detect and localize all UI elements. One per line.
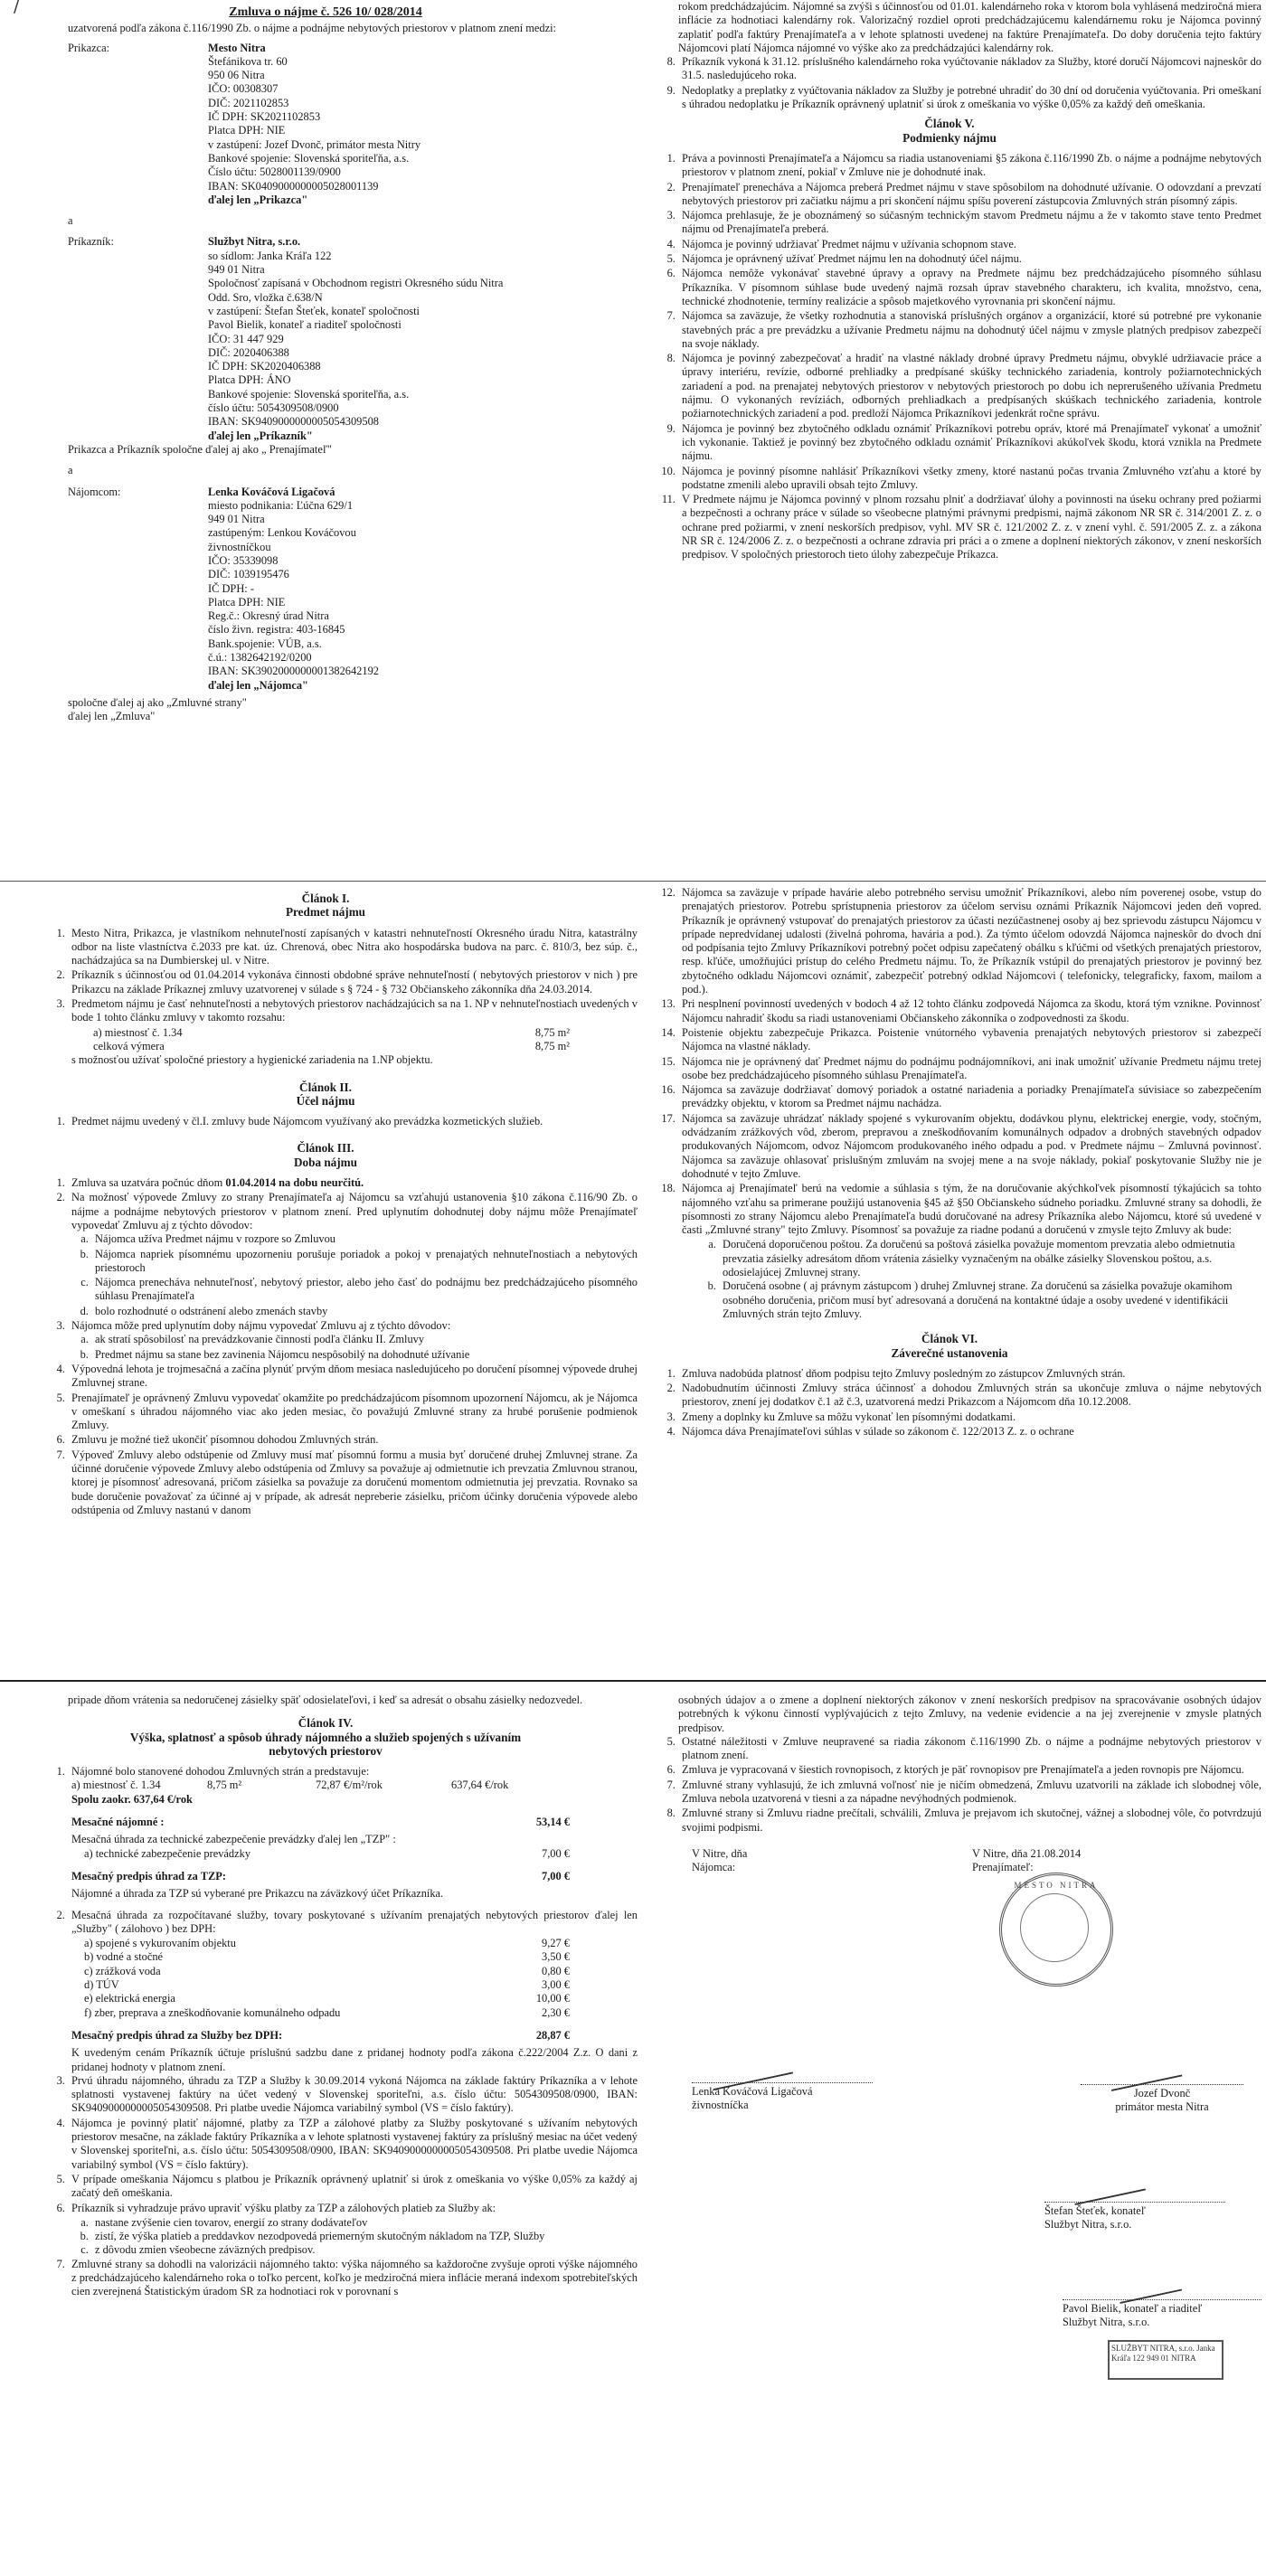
- contract-alias-line: ďalej len „Zmluva": [68, 710, 156, 723]
- fee-value: 2,30 €: [542, 2005, 570, 2019]
- tenant-signature-block: [692, 1846, 927, 2112]
- detail-line: ďalej len „Prikazca": [208, 193, 308, 206]
- detail-line: Reg.č.: Okresný úrad Nitra: [208, 609, 329, 623]
- list-item: 8. Zmluvné strany si Zmluvu riadne prečítali, schválili, Zmluva je prejavom ich skutočnej, vážnej a slobodnej vôle, čo potvrdzujú svojimi podpismi.: [678, 1807, 1261, 1835]
- fee-row: [71, 1992, 638, 2005]
- company-stamp: SLUŽBYT NITRA, s.r.o. Janka Kráľa 122 949 01 NITRA: [1108, 2340, 1223, 2380]
- detail-line: v zastúpení: Jozef Dvonč, primátor mesta Nitry: [208, 137, 421, 151]
- together-line: Prikazca a Príkazník spoločne ďalej aj ako „ Prenajímateľ": [68, 442, 332, 456]
- fee-name: a) spojené s vykurovaním objektu: [84, 1937, 236, 1950]
- contract-title: Zmluva o nájme č. 526 10/ 028/2014: [229, 5, 422, 19]
- fee-row: [71, 1965, 638, 1978]
- detail-line: IČO: 31 447 929: [208, 332, 284, 345]
- article-5-title: Článok V.: [924, 117, 975, 131]
- fee-name: e) elektrická energia: [84, 1992, 175, 2005]
- fee-row: [71, 1040, 638, 1053]
- detail-line: IBAN: SK0409000000005028001139: [208, 179, 379, 193]
- services-list: [14, 1909, 638, 1937]
- adjustment-reasons: [14, 2216, 638, 2258]
- detail-line: 949 01 Nitra: [208, 513, 265, 526]
- fee-value: 3,50 €: [542, 1950, 570, 1964]
- fee-name: a) miestnosť č. 1.34: [93, 1025, 183, 1039]
- list-item: 4. Nájomca je povinný platiť nájomné, platby za TZP a zálohové platby za Služby poskytované s užívaním nebytových priestorov mesačne, na základe faktúry Príkazníka a v lehote splatnosti vystavenej faktúry za príslušný mesiac na účet vedený v Slovenskej sporiteľni, a.s. číslo účtu: 5054309508/0900, IBAN: SK9409000000005054309508. Pri platbe uvedie Nájomca variabilný symbol (VS = číslo faktúry).: [68, 2117, 638, 2172]
- list-item: b. Nájomca napriek písomnému upozorneniu porušuje poriadok a pokoj v prenajatých nehnuteľnostiach a nebytových priestoroch: [91, 1248, 638, 1276]
- tenant-details: [208, 486, 638, 693]
- list-item: 2. Nadobudnutím účinnosti Zmluvy stráca účinnosť a dohodou Zmluvných strán sa ukončuje zmluva o nájme nebytových priestorov, znení jej dodatkov č.1 až č.3, uzatvorená medzi Prikazcom a Nájomcom dňa 10.12.2008.: [678, 1382, 1261, 1410]
- detail-line: so sídlom: Janka Kráľa 122: [208, 249, 332, 262]
- fee-row: [71, 1950, 638, 1964]
- stefek-signature: [1070, 2166, 1146, 2205]
- list-item: 6. Zmluva je vypracovaná v šiestich rovnopisoch, z ktorých je päť rovnopisov pre Prenajímateľa a jeden rovnopis pre Nájomcu.: [678, 1763, 1261, 1777]
- list-item: 4. Nájomca dáva Prenajímateľovi súhlas v súlade so zákonom č. 122/2013 Z. z. o ochrane: [678, 1425, 1261, 1439]
- conditions-list-cont: [638, 886, 1261, 1237]
- tenant-termination-reasons: [71, 1333, 638, 1362]
- page-5: [14, 1686, 638, 2572]
- valorization-list: [14, 2258, 638, 2299]
- list-item: a. Nájomca užíva Predmet nájmu v rozpore so Zmluvou: [91, 1232, 638, 1246]
- list-item: 13. Pri nesplnení povinností uvedených v bodoch 4 až 12 tohto článku zodpovedá Nájomca za škodu, ktorá tým vznikne. Povinnosť Nájomcu nahradiť škodu sa riadi ustanoveniami Občianskeho zákonníka o zodpovednosti za škodu.: [678, 997, 1261, 1025]
- detail-line: číslo účtu: 5054309508/0900: [208, 401, 339, 415]
- stamp-text: MESTO NITRA: [1014, 1880, 1099, 1890]
- rent-area: 8,75 m²: [207, 1779, 242, 1792]
- detail-line: IČ DPH: SK2020406388: [208, 360, 321, 373]
- lessor-details: [208, 42, 638, 208]
- tzp-row: [71, 1847, 638, 1861]
- monthly-rent-label: Mesačné nájomné :: [71, 1816, 165, 1829]
- list-item: c. Nájomca prenecháva nehnuteľnosť, nebytový priestor, alebo jeho časť do podnájmu bez predchádzajúceho písomného súhlasu Prenajímateľa: [91, 1276, 638, 1304]
- detail-line: IČ DPH: SK2021102853: [208, 110, 321, 124]
- city-seal-stamp: [999, 1873, 1113, 1986]
- list-item: 2. Prenajímateľ prenecháva a Nájomca preberá Predmet nájmu v stave spôsobilom na dohodnuté užívanie. O odovzdaní a prevzatí nebytových priestorov pri začiatku nájmu a pri skončení nájmu spíšu poverení zástupcovia Zmluvných strán písomný zápis.: [678, 181, 1261, 209]
- list-item: 6. Nájomca nemôže vykonávať stavebné úpravy a opravy na Predmete nájmu bez predchádzajúceho písomného súhlasu Príkazníka. V písomnom súhlase bude uvedený najmä rozsah úprav stavebného charakteru, ich kvalita, množstvo, cena, technické zhodnotenie, termíny realizácie a spôsob majetkového vyrovnania pri skončení nájmu.: [678, 267, 1261, 308]
- agent-label: Príkazník:: [68, 235, 114, 249]
- tzp-name: a) technické zabezpečenie prevádzky: [84, 1846, 251, 1860]
- delivery-modes: [638, 1238, 1261, 1321]
- detail-line: DIČ: 2021102853: [208, 96, 289, 109]
- and-separator: a: [68, 214, 73, 228]
- list-item: b. zistí, že výška platieb a preddavkov nezodpovedá priemerným skutočným nákladom na TZP, Služby: [91, 2230, 638, 2243]
- list-item: 1. Mesto Nitra, Prikazca, je vlastníkom nehnuteľností zapísaných v katastri nehnuteľností Okresného úradu Nitra, katastrálny odbor na liste vlastníctva č.2033 pre kat. úz. Chrenová, obec Nitra ako hospodárska budova na parc. č. 810/3, bez súp. č., nachádzajúca sa na Dumbierskej ul. v Nitre.: [68, 927, 638, 968]
- tenant-role: živnostníčka: [692, 2099, 749, 2112]
- detail-line: Číslo účtu: 5028001139/0900: [208, 165, 341, 179]
- detail-line: 949 01 Nitra: [208, 263, 265, 277]
- list-item: [68, 1191, 638, 1318]
- page-4: [638, 886, 1261, 1682]
- list-item: 2. Príkazník s účinnosťou od 01.04.2014 vykonáva činnosti obdobné správe nehnuteľností ( nebytových priestorov v nich ) pre Prikazcu na základe Príkaznej zmluvy uzatvorenej v súlade s § 724 - § 732 Občianskeho zákonníka dňa 24.03.2014.: [68, 968, 638, 996]
- list-item: 7. Výpoveď Zmluvy alebo odstúpenie od Zmluvy musí mať písomnú formu a musia byť doručené druhej Zmluvnej strane. Za účinné doručenie výpovede Zmluvy alebo odstúpenia od Zmluvy sa považuje aj odmietnutie ich prevzatia Zmluvnou stranou, ktorej je písomnosť adresovaná, pričom zásielka sa považuje za doručenú momentom odmietnutia jej prevzatia. Rovnako sa bude doručenie považovať za účinné aj v prípade, ak adresát nepreberie zásielku, pričom účinky doručenia výpovede alebo odstúpenia od Zmluvy nastanú v danom: [68, 1448, 638, 1517]
- rent-total-year: 637,64 €/rok: [451, 1779, 509, 1792]
- list-item: a. nastane zvýšenie cien tovarov, energií zo strany dodávateľov: [91, 2216, 638, 2230]
- tzp-total-label: Mesačný predpis úhrad za TZP:: [71, 1869, 226, 1882]
- tzp-intro: Mesačná úhrada za technické zabezpečenie prevádzky ďalej len „TZP" :: [71, 1833, 396, 1846]
- tenant-label: Nájomca:: [692, 1861, 736, 1874]
- list-item: a. Doručená doporučenou poštou. Za doručenú sa poštová zásielka považuje momentom prevzatia alebo odmietnutia prevzatia zásielky adresátom dňom vrátenia zásielky vyznačeným na obálke zásielky Slovenskou poštou, a.s. odosielajúcej Zmluvnej strany.: [719, 1238, 1261, 1279]
- detail-line: miesto podnikania: Ľúčna 629/1: [208, 498, 354, 512]
- services-total-label: Mesačný predpis úhrad za Služby bez DPH:: [71, 2028, 283, 2042]
- list-item: 5. Prenajímateľ je oprávnený Zmluvu vypovedať okamžite po predchádzajúcom písomnom upozornení Nájomcu, ak je Nájomca v omeškaní s úhradou nájomného viac ako jeden mesiac, čo považujú Zmluvné strany za hrubé porušenie podmienok Zmluvy.: [68, 1392, 638, 1433]
- article-1-list: [14, 927, 638, 1025]
- stefek-org: Službyt Nitra, s.r.o.: [1044, 2218, 1132, 2232]
- article-4-subtitle: Výška, splatnosť a spôsob úhrady nájomného a služieb spojených s užívaním nebytových priestorov: [129, 1730, 522, 1758]
- fee-row: [71, 1978, 638, 1992]
- signature-area: [638, 1847, 1261, 2390]
- item-text: Na možnosť výpovede Zmluvy zo strany Prenajímateľa aj Nájomcu sa vzťahujú ustanovenia §10 zákona č.116/90 Zb. o nájme a podnájme nebytových priestorov v platnom znení. Pred uplynutím dohodnutej doby nájmu môže Prenajímateľ vypovedať Zmluvu aj z týchto dôvodov:: [71, 1191, 638, 1231]
- tenant-name: Lenka Kováčová Ligačová: [692, 2082, 873, 2099]
- fee-value: 9,27 €: [542, 1937, 570, 1950]
- valorization-continuation: rokom predchádzajúcim. Nájomné sa zvýši s účinnosťou od 01.01. kalendárneho roka v ktorom bola vyhlásená medziročná miera inflácie za hodnotiaci kalendárny rok. Valorizačný rozdiel oproti predchádzajúcemu kalendárnemu roku je Nájomca povinný zaplatiť podľa faktúry Prenajímateľa a v lehote splatnosti uvedenej na faktúre Prenajímateľa. Do doby doručenia tejto faktúry Nájomcovi platí Nájomca nájomné vo výške ako za predchádzajúci kalendárny rok.: [678, 0, 1261, 54]
- mayor-name: Jozef Dvonč: [1081, 2084, 1243, 2100]
- page-1: [14, 0, 638, 882]
- list-item: 4. Nájomca je povinný udržiavať Predmet nájmu v užívania schopnom stave.: [678, 238, 1261, 251]
- detail-line: zastúpeným: Lenkou Kováčovou: [208, 526, 356, 540]
- list-item: 17. Nájomca sa zaväzuje uhrádzať náklady spojené s vykurovaním objektu, dodávkou plynu, elektrickej energie, vody, stočným, odvádzaním zrážkových vôd, zberom, prepravou a zneškodňovaním komunálnych odpadov a drobných stavebných odpadov produkovaných Nájomcom, odvoz Nájomcom produkovaného iného odpadu a pod. v Predmete nájmu – Zmluvná povinnosť. Nájomca sa zaväzuje ohlasovať prislušným zmluvám na svojej mene a na svoje náklady, pokiaľ poskytovanie Služby nie je dohodnuté v tejto Zmluve.: [678, 1112, 1261, 1181]
- list-item: [68, 1909, 638, 1937]
- consent-continuation: osobných údajov a o zmene a doplnení niektorých zákonov v znení neskorších predpisov na spracovávanie osobných údajov potrebných k výkonu činností vyplývajúcich z tejto Zmluvy, na vedenie evidencie a na jej zverejnenie v zmysle platných predpisov.: [678, 1694, 1261, 1734]
- detail-line: Pavol Bielik, konateľ a riaditeľ spoločnosti: [208, 318, 402, 332]
- landlord-signature-block: [972, 1846, 1243, 2363]
- tenant-sign-line: [692, 2082, 873, 2113]
- detail-line: IČO: 35339098: [208, 553, 279, 567]
- list-item: 1. Práva a povinnosti Prenajímateľa a Nájomcu sa riadia ustanoveniami §5 zákona č.116/1990 Zb. o nájme a podnájme nebytových priestorov v platnom znení, pokiaľ v Zmluve nie je dohodnuté inak.: [678, 152, 1261, 180]
- detail-line: Platca DPH: ÁNO: [208, 373, 291, 387]
- services-table: [14, 1937, 638, 2020]
- fee-value: 8,75 m²: [534, 1039, 570, 1052]
- detail-line: Lenka Kováčová Ligačová: [208, 485, 335, 498]
- list-item: 5. Nájomca je oprávnený užívať Predmet nájmu len na dohodnutý účel nájmu.: [678, 252, 1261, 266]
- detail-line: Bankové spojenie: Slovenská sporiteľňa, a.s.: [208, 387, 410, 401]
- fee-value: 3,00 €: [542, 1978, 570, 1992]
- fee-row: [71, 2006, 638, 2020]
- list-item: 7. Zmluvné strany sa dohodli na valorizácii nájomného takto: výška nájomného sa každoročne zvyšuje oproti výške nájomného z predchádzajúceho kalendárneho roka o toľko percent, koľko je medziročná miera inflácie meraná indexom spotrebiteľských cien zverejnená Štatistickým úradom SR za hodnotiaci rok v porovnaní s: [68, 2258, 638, 2299]
- article-5-subtitle: Podmienky nájmu: [902, 130, 997, 145]
- tenant-block: [14, 486, 638, 693]
- list-item: 4. Výpovedná lehota je trojmesačná a začína plynúť prvým dňom mesiaca nasledujúceho po doručení písomnej výpovede druhej Zmluvnej strane.: [68, 1363, 638, 1391]
- list-item: 18. Nájomca aj Prenajímateľ berú na vedomie a súhlasia s tým, že na doručovanie akýchkoľvek písomností týkajúcich sa tohto nájomného vzťahu sa primerane použijú ustanovenia §45 až §50 Občianskeho súdneho poriadku. Zmluvné strany sa dohodli, že písomnosti zo strany Nájomcu alebo Prenajímateľa budú doručované na adresy Príkazníka alebo Nájomcu, ktoré sú uvedené v časti „Zmluvné strany" tejto Zmluvy. Písomnosť sa považuje za riadne podanú a doručenú v zmysle tejto Zmluvy ak bude:: [678, 1182, 1261, 1237]
- list-item: 3. Nájomca prehlasuje, že je oboznámený so súčasným technickým stavom Predmetu nájmu a že v takomto stave tento Predmet nájmu od Prenajímateľa preberá.: [678, 209, 1261, 237]
- stefek-name: Štefan Šteťek, konateľ: [1044, 2202, 1225, 2218]
- page-2: [638, 0, 1261, 882]
- list-item: 5. Ostatné náležitosti v Zmluve neupravené sa riadia zákonom č.116/1990 Zb. o nájme a podnájme nebytových priestorov v platnom znení.: [678, 1735, 1261, 1763]
- detail-line: Mesto Nitra: [208, 41, 266, 54]
- list-item: 1. Zmluva nadobúda platnosť dňom podpisu tejto Zmluvy posledným zo zástupcov Zmluvných strán.: [678, 1367, 1261, 1381]
- rent-intro: Nájomné bolo stanovené dohodou Zmluvných strán a predstavuje:: [71, 1765, 370, 1779]
- article-3-subtitle: Doba nájmu: [294, 1155, 357, 1169]
- fee-name: celková výmera: [93, 1039, 165, 1052]
- and-separator: a: [68, 464, 73, 477]
- payment-items: [638, 55, 1261, 111]
- margin-mark: /: [14, 0, 20, 16]
- article-6-title: Článok VI.: [921, 1332, 978, 1346]
- detail-line: ďalej len „Nájomca": [208, 678, 308, 692]
- detail-line: IBAN: SK3902000000001382642192: [208, 665, 379, 678]
- list-item: 16. Nájomca sa zaväzuje dodržiavať domový poriadok a ostatné nariadenia a poriadky Prenajímateľa súvisiace so zabezpečením prevádzky objektu, v ktorom sa Predmet nájmu nachádza.: [678, 1083, 1261, 1111]
- tenant-label: Nájomcom:: [68, 485, 121, 498]
- rent-sum: Spolu zaokr. 637,64 €/rok: [71, 1792, 193, 1806]
- article-3-list-cont: [14, 1363, 638, 1517]
- list-item: 15. Nájomca nie je oprávnený dať Predmet nájmu do podnájmu podnájomníkovi, ani inak umožniť užívanie Predmetu nájmu tretej osobe bez predchádzajúceho písomného súhlasu Prenajímateľa.: [678, 1055, 1261, 1083]
- list-item: 7. Nájomca sa zaväzuje, že všetky rozhodnutia a stanoviská príslušných orgánov a organizácií, ktoré sú potrebné pre vykonanie stavebných prác a pre prevádzku a užívanie Predmetu nájmu na dohodnutý účel nájmu v zmysle platných predpisov zabezpečí na svoje náklady.: [678, 309, 1261, 351]
- detail-line: IČ DPH: -: [208, 581, 254, 595]
- lessor-label: Prikazca:: [68, 41, 110, 54]
- list-item: 3. Predmetom nájmu je časť nehnuteľnosti a nebytových priestorov nachádzajúcich sa na 1. NP v nehnuteľnostiach uvedených v bode 1 tohto článku zmluvy v takomto rozsahu:: [68, 997, 638, 1025]
- list-item: [68, 1765, 638, 1807]
- article-4-title: Článok IV.: [298, 1716, 354, 1731]
- tzp-value: 7,00 €: [542, 1846, 570, 1860]
- list-item: 1. Predmet nájmu uvedený v čl.I. zmluvy bude Nájomcom využívaný ako prevádzka kozmetických služieb.: [68, 1115, 638, 1128]
- detail-line: 950 06 Nitra: [208, 69, 265, 82]
- list-item: 6. Príkazník si vyhradzuje právo upraviť výšku platby za TZP a zálohových platieb za Služby ak:: [68, 2202, 638, 2215]
- bielik-org: Službyt Nitra, s.r.o.: [1063, 2316, 1150, 2329]
- list-item: 10. Nájomca je povinný písomne nahlásiť Príkazníkovi všetky zmeny, ktoré nastanú počas trvania Zmluvného vzťahu a ktoré by podstatne zmenili alebo upravili obsah tejto Zmluvy.: [678, 465, 1261, 493]
- list-item: 11. V Predmete nájmu je Nájomca povinný v plnom rozsahu plniť a dodržiavať úlohy a povinnosti na úseku ochrany pred požiarmi a bezpečnosti a ochrany práce v súlade so všeobecne platnými právnymi predpismi, najmä zákonom NR SR č. 314/2001 Z. z. o ochrane pred požiarmi, v znení neskorších predpisov, vyhl. MV SR č. 121/2002 Z. z. v znení vyhl. č. 591/2005 Z. z. a zákona NR SR č. 124/2006 Z. z. o bezpečnosti a ochrane zdravia pri práci a o zmene a doplnení niektorých zákonov, v znení neskorších predpisov. V spoločných priestoroch tieto úlohy zabezpečuje Príkazca.: [678, 493, 1261, 561]
- list-item: 3. Prvú úhradu nájomného, úhradu za TZP a Služby k 30.09.2014 vykoná Nájomca na základe faktúry Príkazníka a v lehote splatnosti vystavenej faktúry na účet vedený v Slovenskej sporiteľni, a.s. číslo účtu: 5054309508/0900, IBAN: SK9409000000005054309508. Pri platbe uvedie Nájomca variabilný symbol (VS = číslo faktúry).: [68, 2074, 638, 2116]
- detail-line: IČO: 00308307: [208, 82, 279, 96]
- place-date-right: V Nitre, dňa 21.08.2014: [972, 1846, 1082, 1860]
- place-date-left: V Nitre, dňa: [692, 1846, 748, 1860]
- agent-details: [208, 235, 638, 442]
- list-item: b. Doručená osobne ( aj právnym zástupcom ) druhej Zmluvnej strane. Za doručenú sa zásielka považuje okamihom osobného doručenia, pričom musí byť adresovaná a doručená na kontaktné údaje a osoby uvedené v identifikácii Zmluvných strán tejto Zmluvy.: [719, 1279, 1261, 1321]
- tzp-total-value: 7,00 €: [542, 1869, 570, 1882]
- delivery-continuation: pripade dňom vrátenia sa nedoručenej zásielky späť odosielateľovi, i keď sa adresát o obsahu zásielky nedozvedel.: [68, 1694, 583, 1706]
- detail-line: Spoločnosť zapísaná v Obchodnom registri Okresného súdu Nitra: [208, 277, 504, 290]
- article-1-title: Článok I.: [301, 892, 350, 905]
- list-item: 8. Nájomca je povinný zabezpečovať a hradiť na vlastné náklady drobné úpravy Predmetu nájmu, obvyklé udržiavacie práce a úpravy interiéru, revízie, odborné prehliadky a predpísané skúšky technického zariadenia, kontroly požiarnotechnických zariadení a pod. na prenajatej nebytových priestorov v nebytových priestoroch po dobu ich neprerušeného užívania Predmetu nájmu. O vykonaných revíziách, odborných prehliadkach a predpísaných skúškach technického zariadenia, kontrole požiarnotechnických zariadení a pod. predloží Nájomca Príkazníkovi jedenkrát ročne správu.: [678, 352, 1261, 420]
- list-item: 9. Nedoplatky a preplatky z vyúčtovania nákladov za Služby je potrebné uhradiť do 30 dní od doručenia vyúčtovania. Pri omeškaní s úhradou nedoplatku je Príkazník oprávnený uplatniť si úrok z omeškania vo výške 0,05% za každý deň omeškania.: [678, 84, 1261, 112]
- detail-line: živnostníčkou: [208, 540, 271, 553]
- list-item: 12. Nájomca sa zaväzuje v prípade havárie alebo potrebného servisu umožniť Príkazníkovi, alebo ním poverenej osobe, vstup do prenajatých priestorov. Potrebu sprístupnenia priestorov za účelom servisu oznámi Príkazník Nájomcovi jeden deň vopred. Príkazník je oprávnený vstupovať do prenajatých priestorov za účasti nezúčastnenej osoby aj bez sprievodu zástupcu Nájomcu v prípade nepredvídanej udalosti (živelná pohroma, havária a pod.). Za týmto účelom odovzdá Nájomca najneskôr do dvoch dní od podpísania tejto Zmluvy Príkazníkovi potrebný počet odpisu zapečatený obálku s kľúčmi od všetkých prenajatých priestorov, resp. kľúče, umožňujúci prístup do celého Predmetu nájmu. To, že Príkazník vstúpil do prenajatých priestorov je povinný bez zbytočného odkladu Nájomcovi oznámiť, zabezpečiť potrebný odklad Nájomcovi ( telefonicky, telegraficky, faxom, mailom a pod.).: [678, 886, 1261, 996]
- page-6: [638, 1686, 1261, 2572]
- article-1-subtitle: Predmet nájmu: [285, 905, 366, 920]
- termination-reasons: [71, 1232, 638, 1318]
- stamp-inner-ring: [1020, 1893, 1089, 1962]
- fee-name: f) zber, preprava a zneškodňovanie komunálneho odpadu: [84, 2005, 341, 2019]
- list-item: c. z dôvodu zmien všeobecne záväzných predpisov.: [91, 2243, 638, 2257]
- list-item: d. bolo rozhodnuté o odstránení alebo zmenách stavby: [91, 1305, 638, 1318]
- list-item: 6. Zmluvu je možné tiež ukončiť písomnou dohodou Zmluvných strán.: [68, 1433, 638, 1447]
- detail-line: Odd. Sro, vložka č.638/N: [208, 290, 323, 304]
- article-3-title: Článok III.: [297, 1141, 354, 1156]
- services-note: K uvedeným cenám Príkazník účtuje príslušnú sadzbu dane z pridanej hodnoty podľa zákona č.222/2004 Z.z. O dani z pridanej hodnoty v platnom znení.: [71, 2046, 638, 2073]
- list-item: 9. Nájomca je povinný bez zbytočného odkladu oznámiť Príkazníkovi potrebu opráv, ktoré má Prenajímateľ vykonať a umožniť ich vykonanie. Taktiež je povinný bez zbytočného odkladu oznámiť Príkazníkovi akúkoľvek škodu, ktorá vznikla na Predmete nájmu.: [678, 422, 1261, 464]
- detail-line: číslo živn. registra: 403-16845: [208, 623, 345, 637]
- contract-lead: uzatvorená podľa zákona č.116/1990 Zb. o nájme a podnájme nebytových priestorov v platnom znení medzi:: [68, 22, 556, 35]
- fee-row: [71, 1026, 638, 1040]
- rent-rate: 72,87 €/m²/rok: [316, 1779, 383, 1792]
- landlord-label: Prenajímateľ:: [972, 1861, 1034, 1874]
- lessor-block: [14, 42, 638, 208]
- item-text: Zmluva sa uzatvára počnúc dňom: [71, 1176, 226, 1190]
- fee-name: d) TÚV: [84, 1978, 119, 1992]
- tzp-total-row: [71, 1870, 638, 1883]
- list-item: 5. V prípade omeškania Nájomcu s platbou je Príkazník oprávnený uplatniť si úrok z omeškania vo výške 0,05% za každý aj začatý deň omeškania.: [68, 2173, 638, 2201]
- article-2-subtitle: Účel nájmu: [296, 1093, 355, 1108]
- list-item: 7. Zmluvné strany vyhlasujú, že ich zmluvná voľnosť nie je ničím obmedzená, Zmluvu uzatvorili na základe ich slobodnej vôle, Zmluva nebola uzatvorená v tiesni a za nápadne nevýhodných podmienok.: [678, 1779, 1261, 1807]
- detail-line: Službyt Nitra, s.r.o.: [208, 235, 301, 249]
- article-6-subtitle: Záverečné ustanovenia: [891, 1345, 1008, 1360]
- mayor-sign-line: [1081, 2084, 1243, 2115]
- rent-row: [71, 1779, 638, 1792]
- list-item: [68, 1319, 638, 1362]
- detail-line: IBAN: SK9409000000005054309508: [208, 415, 379, 429]
- area-table: [14, 1026, 638, 1054]
- list-item: 3. Zmeny a doplnky ku Zmluve sa môžu vykonať len písomnými dodatkami.: [678, 1411, 1261, 1424]
- payment-terms-list: [14, 2074, 638, 2215]
- detail-line: DIČ: 1039195476: [208, 568, 289, 581]
- rent-room: a) miestnosť č. 1.34: [71, 1779, 161, 1792]
- monthly-rent-row: [71, 1816, 638, 1829]
- detail-line: Štefánikova tr. 60: [208, 54, 288, 68]
- rent-list: [14, 1765, 638, 1807]
- detail-line: Bank.spojenie: VÚB, a.s.: [208, 637, 322, 650]
- bielik-sign-line: [1063, 2299, 1261, 2330]
- list-item: b. Predmet nájmu sa stane bez zavinenia Nájomcu nespôsobilý na dohodnuté užívanie: [91, 1348, 638, 1362]
- fee-value: 0,80 €: [542, 1964, 570, 1977]
- fee-row: [71, 1937, 638, 1950]
- detail-line: Platca DPH: NIE: [208, 124, 286, 137]
- detail-line: Bankové spojenie: Slovenská sporiteľňa, a.s.: [208, 151, 410, 165]
- services-intro: Mesačná úhrada za rozpočítavané služby, tovary poskytované s užívaním prenajatých nebytových priestorov ďalej len „Služby" ( zálohovo ) bez DPH:: [71, 1908, 638, 1935]
- monthly-rent-value: 53,14 €: [535, 1816, 570, 1829]
- tzp-note: Nájomné a úhrada za TZP sú vyberané pre Prikazcu na záväzkový účet Príkazníka.: [71, 1887, 444, 1901]
- list-item: [68, 1176, 638, 1190]
- term-bold: 01.04.2014 na dobu neurčitú.: [225, 1176, 364, 1190]
- mayor-role: primátor mesta Nitra: [1115, 2100, 1209, 2114]
- item-text: Nájomca môže pred uplynutím doby nájmu vypovedať Zmluvu aj z týchto dôvodov:: [71, 1319, 451, 1333]
- list-item: a. ak stratí spôsobilosť na prevádzkovanie činnosti podľa článku II. Zmluvy: [91, 1333, 638, 1346]
- article-2-list: [14, 1115, 638, 1128]
- detail-line: DIČ: 2020406388: [208, 345, 289, 359]
- detail-line: ďalej len „Príkazník": [208, 429, 313, 442]
- page-divider: [0, 1680, 1266, 1682]
- agent-block: [14, 235, 638, 442]
- area-note: s možnosťou užívať spoločné priestory a hygienické zariadenia na 1.NP objektu.: [71, 1053, 433, 1067]
- article-3-list: [14, 1176, 638, 1362]
- list-item: 8. Príkazník vykoná k 31.12. príslušného kalendárneho roka vyúčtovanie nákladov za Služby, ktoré doručí Nájomcovi najneskôr do 31.5. nasledujúceho roka.: [678, 55, 1261, 83]
- fee-value: 8,75 m²: [534, 1025, 570, 1039]
- detail-line: č.ú.: 1382642192/0200: [208, 651, 312, 665]
- bielik-signature: [1115, 2266, 1182, 2304]
- fee-name: c) zrážková voda: [84, 1964, 161, 1977]
- detail-line: Platca DPH: NIE: [208, 595, 286, 609]
- page-3: [14, 886, 638, 1682]
- services-total-value: 28,87 €: [535, 2028, 570, 2042]
- final-provisions-cont: [638, 1735, 1261, 1835]
- page-divider: [0, 881, 1266, 882]
- list-item: 14. Poistenie objektu zabezpečuje Prikazca. Poistenie vnútorného vybavenia prenajatých nebytových priestorov si zabezpečí Nájomca na vlastné náklady.: [678, 1026, 1261, 1054]
- services-total-row: [71, 2029, 638, 2043]
- parties-line: spoločne ďalej aj ako „Zmluvné strany": [68, 695, 247, 709]
- detail-line: v zastúpení: Štefan Šteťek, konateľ spoločnosti: [208, 304, 420, 317]
- final-provisions-list: [638, 1367, 1261, 1439]
- fee-name: b) vodné a stočné: [84, 1950, 164, 1964]
- fee-value: 10,00 €: [535, 1992, 570, 2005]
- bielik-name: Pavol Bielik, konateľ a riaditeľ: [1063, 2299, 1261, 2316]
- stefek-sign-line: [1044, 2202, 1225, 2232]
- article-2-title: Článok II.: [299, 1080, 352, 1094]
- conditions-list: [638, 152, 1261, 562]
